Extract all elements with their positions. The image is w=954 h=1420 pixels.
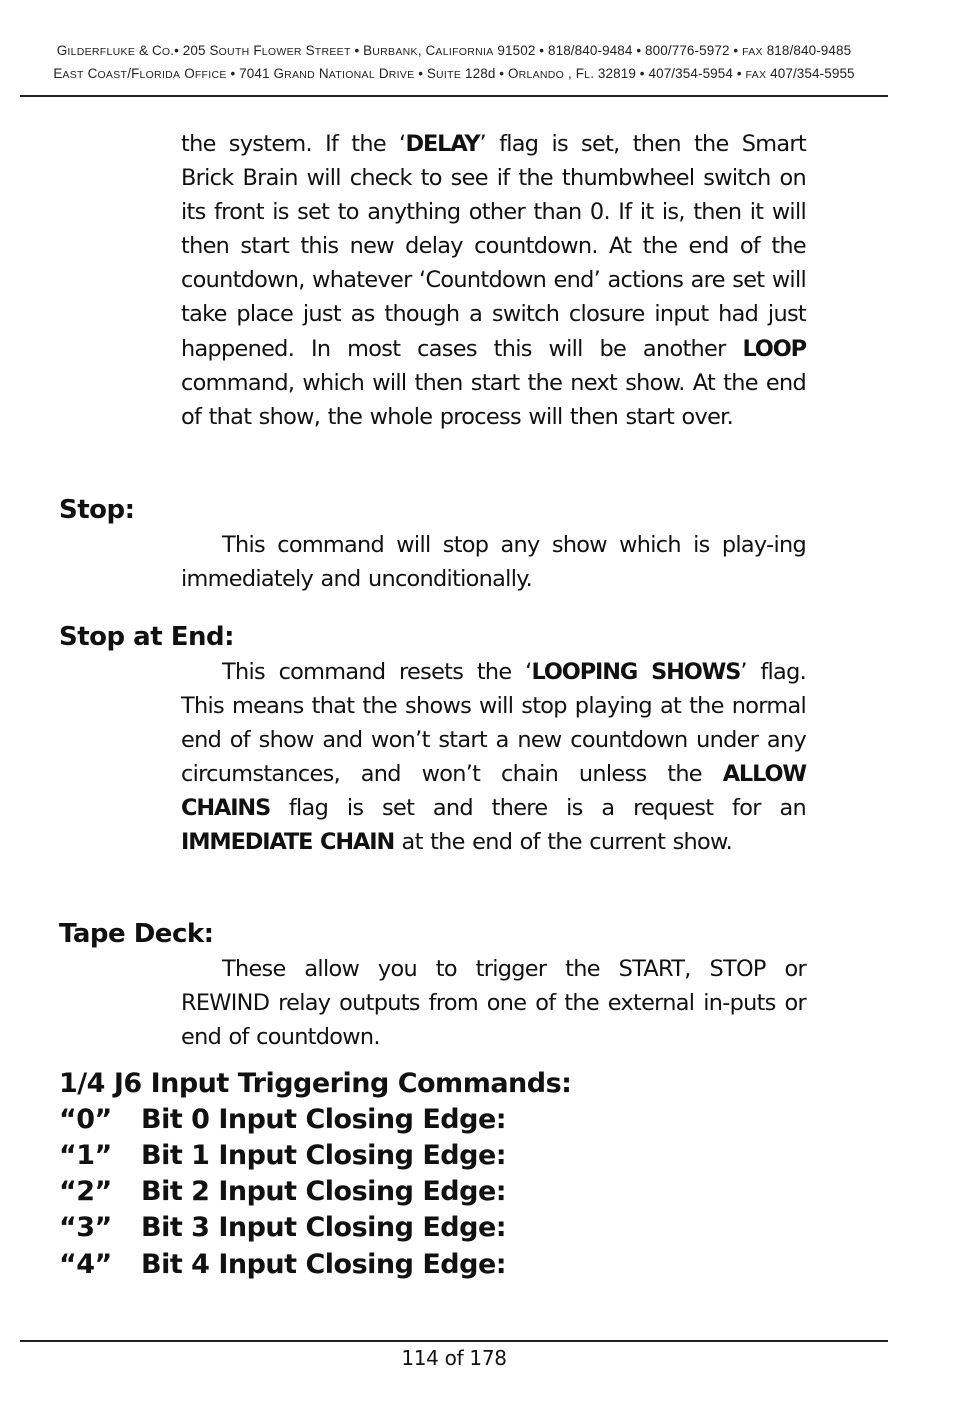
- page-number: 114 of 178: [401, 1346, 507, 1370]
- command-row: [59, 1249, 506, 1281]
- command-code: “4”: [59, 1249, 112, 1280]
- command-label: Bit 1 Input Closing Edge:: [141, 1140, 507, 1171]
- header-text-run: N: [315, 66, 329, 81]
- header-text-run: , C: [417, 43, 436, 58]
- header-text-run: & C: [135, 43, 162, 58]
- text-run: command, which will then start the next show. At the end of that show, the whole process will then start over.: [181, 369, 806, 430]
- intro-paragraph: [181, 127, 806, 434]
- commands-heading: 1/4 J6 Input Triggering Commands:: [59, 1068, 572, 1099]
- command-label: Bit 3 Input Closing Edge:: [141, 1212, 507, 1243]
- header-text-run: RLANDO: [518, 69, 565, 81]
- tape-deck-heading: Tape Deck:: [59, 919, 214, 949]
- header-text-run: FFICE: [194, 69, 227, 81]
- header-text-run: OUTH: [218, 46, 250, 58]
- header-text-run: RAND: [284, 69, 316, 81]
- header-text-run: ATIONAL: [328, 69, 375, 81]
- stop-at-end-heading: Stop at End:: [59, 622, 234, 652]
- command-row: [59, 1140, 506, 1172]
- header-text-run: .• 205 S: [170, 43, 219, 58]
- text-run: the system. If the ‘: [181, 131, 406, 157]
- header-text-run: • B: [350, 43, 373, 58]
- command-row: [59, 1212, 506, 1244]
- text-run: at the end of the current show.: [394, 829, 733, 856]
- header-text-run: . 32819 • 407/354-5954 •: [590, 66, 746, 81]
- header-text-run: ILDERFLUKE: [67, 46, 136, 58]
- stop-paragraph: This command will stop any show which is play-ing immediately and unconditionally.: [181, 532, 806, 593]
- command-label: Bit 0 Input Closing Edge:: [141, 1104, 507, 1135]
- stop-heading: Stop:: [59, 495, 135, 525]
- header-text-run: • 7041 G: [226, 66, 285, 81]
- header-text-run: FAX: [742, 46, 763, 58]
- command-code: “2”: [59, 1176, 112, 1207]
- header-text-run: D: [374, 66, 389, 81]
- header-text-run: TREET: [314, 46, 351, 58]
- page-header: [20, 40, 888, 86]
- header-text-run: 91502 • 818/840-9484 • 800/776-5972 •: [493, 43, 743, 58]
- looping-shows-term: LOOPING SHOWS: [531, 659, 741, 685]
- loop-command-term: LOOP: [742, 335, 806, 362]
- header-text-run: URBANK: [372, 46, 418, 58]
- tape-deck-paragraph: These allow you to trigger the START, STOP or REWIND relay outputs from one of the external in-puts or end of countdown.: [181, 956, 806, 1051]
- header-text-run: F: [249, 43, 262, 58]
- header-text-run: OAST: [97, 69, 128, 81]
- header-text-run: O: [161, 46, 171, 58]
- delay-flag-term: DELAY: [405, 131, 480, 157]
- header-text-run: , F: [564, 66, 585, 81]
- command-row: [59, 1176, 506, 1208]
- header-text-run: S: [301, 43, 315, 58]
- header-text-run: E: [53, 66, 63, 81]
- header-text-run: /F: [127, 66, 140, 81]
- allow-chains-term: ALLOW CHAINS: [181, 761, 806, 822]
- text-run: flag is set and there is a request for an: [270, 795, 806, 822]
- header-text-run: 128d • O: [461, 66, 519, 81]
- footer-rule: [20, 1340, 888, 1342]
- header-text-run: • S: [414, 66, 437, 81]
- command-code: “1”: [59, 1140, 112, 1171]
- stop-at-end-paragraph: [181, 655, 806, 860]
- command-label: Bit 4 Input Closing Edge:: [141, 1249, 507, 1280]
- command-code: “0”: [59, 1104, 112, 1135]
- immediate-chain-term: IMMEDIATE CHAIN: [181, 829, 395, 856]
- command-label: Bit 2 Input Closing Edge:: [141, 1176, 507, 1207]
- header-text-run: G: [56, 43, 68, 58]
- header-text-run: LORIDA: [139, 69, 181, 81]
- header-text-run: RIVE: [388, 69, 415, 81]
- header-text-run: FAX: [745, 69, 767, 81]
- header-text-run: O: [180, 66, 195, 81]
- header-text-run: ALIFORNIA: [435, 46, 494, 58]
- text-run: ’ flag. This means that the shows will stop playing at the normal end of show and won’t start a new countdown under any circumstances, and won’t chain unless the: [181, 659, 806, 788]
- header-text-run: C: [83, 66, 98, 81]
- text-run: This command resets the ‘: [222, 659, 532, 685]
- text-run: ’ flag is set, then the Smart Brick Brain will check to see if the thumbwheel switch on its front is set to anything other than 0. If it is, then it will then start this new delay countdown. At the end of the countdown, whatever ‘Countdown end’ actions are set will take place just as though a switch closure input had just happened. In most cases this will be another: [181, 131, 806, 362]
- header-text-run: AST: [62, 69, 84, 81]
- command-code: “3”: [59, 1212, 112, 1243]
- command-row: [59, 1104, 506, 1136]
- header-address-line-1: [20, 40, 888, 63]
- header-text-run: 407/354-5955: [766, 66, 855, 81]
- header-rule: [20, 95, 888, 97]
- header-text-run: LOWER: [261, 46, 302, 58]
- header-text-run: L: [584, 69, 591, 81]
- header-address-line-2: [20, 63, 888, 86]
- header-text-run: UITE: [436, 69, 462, 81]
- header-text-run: 818/840-9485: [762, 43, 852, 58]
